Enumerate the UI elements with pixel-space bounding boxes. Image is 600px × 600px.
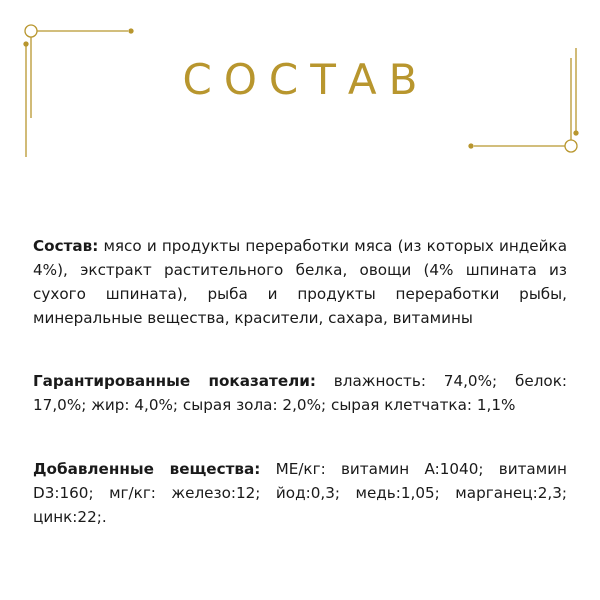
- composition-label: Состав:: [33, 237, 99, 255]
- composition-paragraph: [33, 234, 567, 330]
- page-title: СОСТАВ: [182, 55, 430, 104]
- corner-ring-bottom-right: [565, 140, 577, 152]
- composition-text: мясо и продукты переработки мяса (из которых индейка 4%), экстракт растительного белка, овощи (4% шпината из сухого шпината), рыба и продукты переработки рыбы, минеральные вещества, красители, сахара, витамины: [33, 237, 567, 327]
- additives-label: Добавленные вещества:: [33, 460, 261, 478]
- guaranteed-analysis-paragraph: [33, 369, 567, 417]
- corner-ring-top-left: [25, 25, 37, 37]
- guaranteed-analysis-label: Гарантированные показатели:: [33, 372, 316, 390]
- additives-text: МЕ/кг: витамин A:1040; витамин D3:160; мг/кг: железо:12; йод:0,3; медь:1,05; марганец:2,3; цинк:22;.: [33, 460, 567, 526]
- additives-paragraph: [33, 457, 567, 529]
- guaranteed-analysis-text: влажность: 74,0%; белок: 17,0%; жир: 4,0%; сырая зола: 2,0%; сырая клетчатка: 1,1%: [33, 372, 567, 414]
